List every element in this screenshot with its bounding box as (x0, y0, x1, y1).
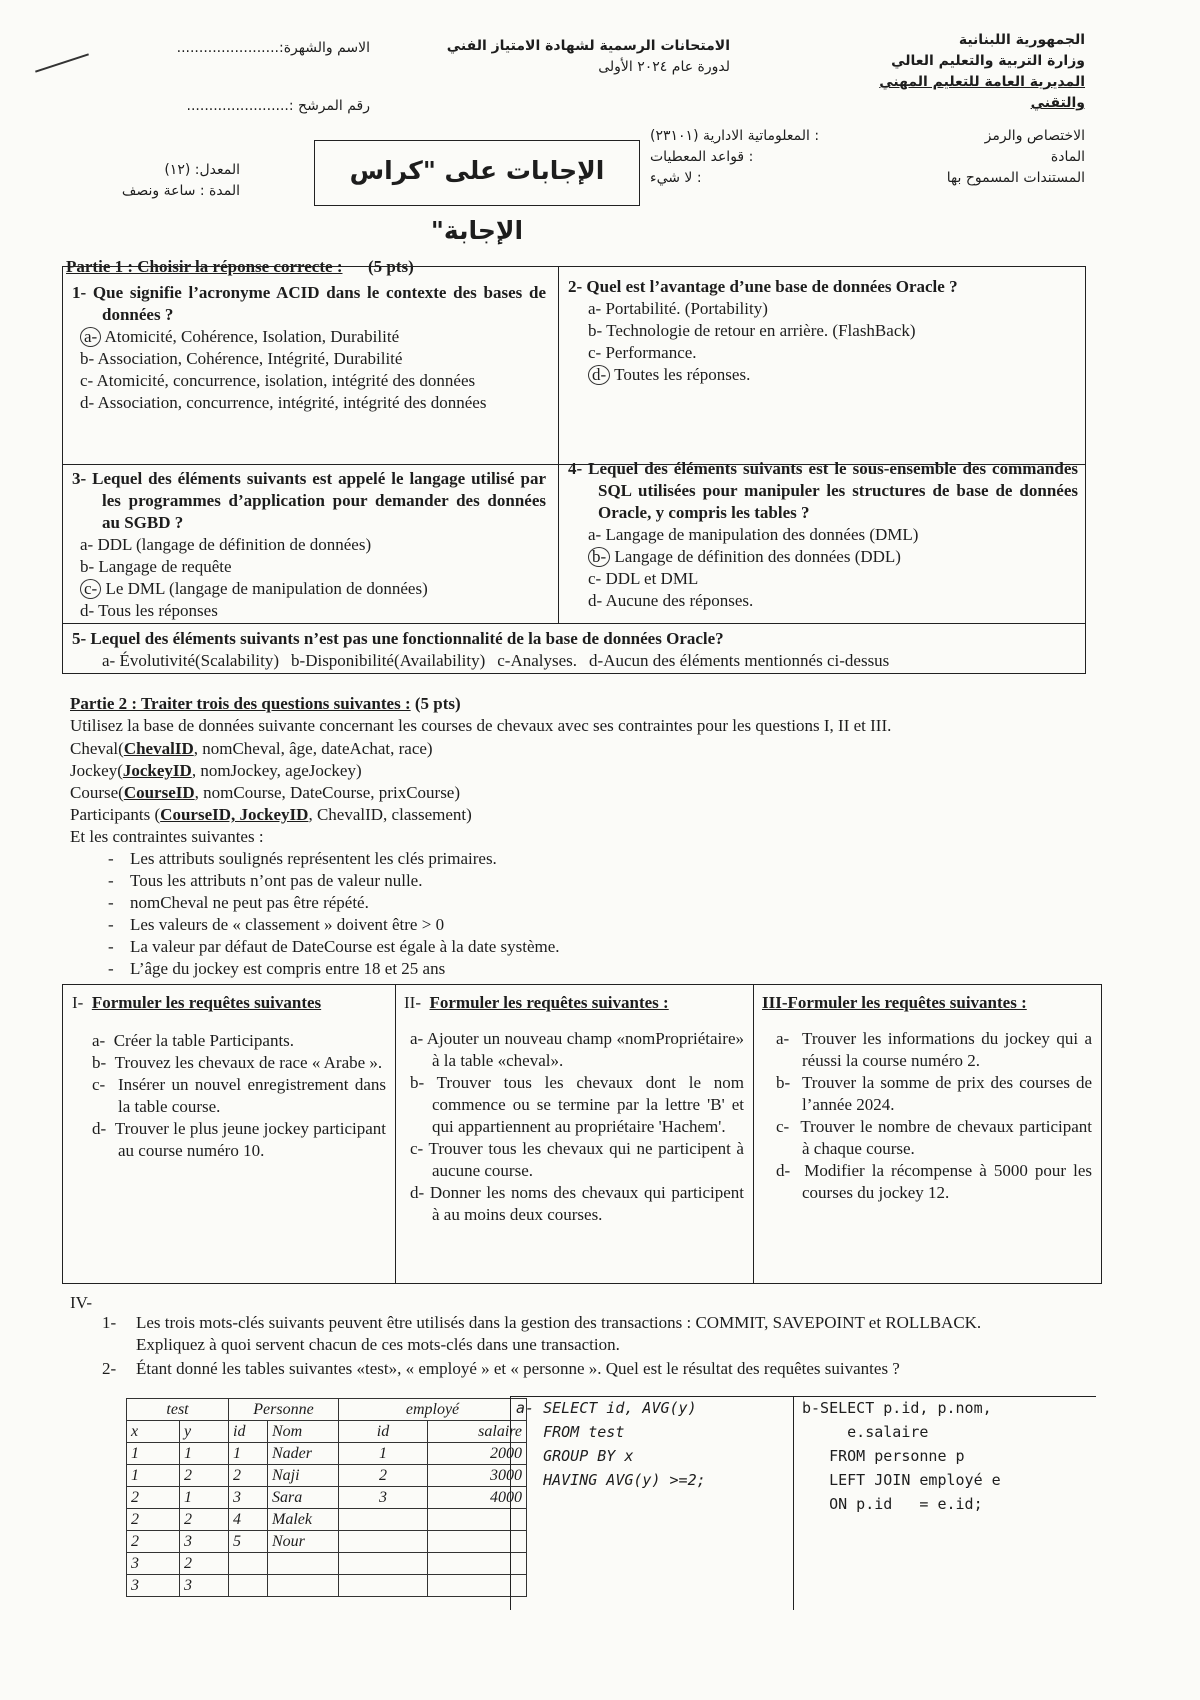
ministry-block: الجمهورية اللبنانية وزارة التربية والتعليم العالي المديرية العامة للتعليم المهني والتقني (879, 32, 1085, 111)
table-cell: 2 (127, 1531, 180, 1553)
table-cell: Nour (268, 1531, 339, 1553)
data-tables: test Personne employé x y id Nom id salaire 1 1 1 Nader 1 2000 1 2 2 Naji 2 3000 2 1 3 Sara 3 4000 2 2 4 Malek 2 3 5 Nour 3 2 3 3 (126, 1398, 527, 1597)
q1-block: 1- Que signifie l’acronyme ACID dans le contexte des bases de données ? a- Atomicité, Cohérence, Isolation, Durabilité b- Association, Cohérence, Intégrité, Durabilité c- Atomicité, concurrence, isolation, intégrité des données d- Association, concurrence, intégrité, intégrité des données (72, 283, 546, 412)
table-cell: 1 (180, 1487, 229, 1509)
table-cell (229, 1553, 268, 1575)
table-cell: 2000 (428, 1443, 527, 1465)
table-cell: 3 (180, 1531, 229, 1553)
table-cell: 1 (339, 1443, 428, 1465)
candidate-number-line: رقم المرشح :....................... (186, 98, 370, 114)
table-cell: 2 (127, 1509, 180, 1531)
table-cell: 3 (127, 1553, 180, 1575)
table-cell: 1 (127, 1465, 180, 1487)
table-cell: 4000 (428, 1487, 527, 1509)
table-cell: 2 (180, 1465, 229, 1487)
q2-block: 2- Quel est l’avantage d’une base de données Oracle ? a- Portabilité. (Portability) b- Technologie de retour en arrière. (FlashBack) c- Performance. d- Toutes les réponses. (568, 277, 958, 384)
table-cell: 3 (339, 1487, 428, 1509)
q5-block: 5- Lequel des éléments suivants n’est pas une fonctionnalité de la base de données Oracle? a- Évolutivité(Scalability) b-Disponibilité(Availability) c-Analyses. d-Aucun des éléments mentionnés ci-dessus (72, 629, 890, 670)
subject-fields: الاختصاص والرمز : المعلوماتية الادارية (٢٣١٠١) المادة : قواعد المعطيات المستندات المسموح بها : لا شيء (650, 128, 1085, 186)
table-cell: Sara (268, 1487, 339, 1509)
table-cell: 3 (180, 1575, 229, 1597)
col-I: I- Formuler les requêtes suivantes a- Créer la table Participants. b- Trouvez les chevaux de race « Arabe ». c- Insérer un nouvel enregistrement dans la table course. d- Trouver le plus jeune jockey participant au course numéro 10. (72, 993, 386, 1160)
table-cell: 1 (229, 1443, 268, 1465)
part4-num: IV- (70, 1293, 93, 1312)
part4-q2: 2- Étant donné les tables suivantes «test», « employé » et « personne ». Quel est le résultat des requêtes suivantes ? (102, 1359, 900, 1378)
part4-q1: 1- Les trois mots-clés suivants peuvent être utilisés dans la gestion des transactions : COMMIT, SAVEPOINT et ROLLBACK. Expliquez à quoi servent chacun de ces mots-clés dans une transaction. (102, 1313, 982, 1354)
table-cell (268, 1553, 339, 1575)
table-cell (229, 1575, 268, 1597)
table-cell: 2 (229, 1465, 268, 1487)
table-cell: 2 (180, 1509, 229, 1531)
table-cell: Naji (268, 1465, 339, 1487)
employe-header: employé (339, 1399, 527, 1421)
query-a: a- SELECT id, AVG(y) FROM test GROUP BY x HAVING AVG(y) >=2; (516, 1399, 706, 1489)
table-cell: 1 (127, 1443, 180, 1465)
table-row (127, 1553, 527, 1575)
table-row (127, 1465, 527, 1487)
pen-stroke (35, 53, 89, 72)
table-cell: 1 (180, 1443, 229, 1465)
table-cell: 3 (127, 1575, 180, 1597)
personne-header: Personne (229, 1399, 339, 1421)
table-cell: 2 (180, 1553, 229, 1575)
table-cell: 3 (229, 1487, 268, 1509)
table-row (127, 1531, 527, 1553)
table-cell: Malek (268, 1509, 339, 1531)
test-header: test (127, 1399, 229, 1421)
part1-title: Partie 1 : Choisir la réponse correcte : (5 pts) (66, 257, 414, 276)
table-cell: 2 (339, 1465, 428, 1487)
table-row (127, 1509, 527, 1531)
table-row (127, 1575, 527, 1597)
table-row (127, 1443, 527, 1465)
col-II: II- Formuler les requêtes suivantes : a- Ajouter un nouveau champ «nomPropriétaire» à la table «cheval». b- Trouver tous les chevaux dont le nom commence ou se termine par la lettre 'B' et qui appartiennent au propriétaire 'Hachem'. c- Trouver tous les chevaux qui ne participent à aucune course. d- Donner les noms des chevaux qui participent à au moins deux courses. (404, 993, 745, 1224)
table-cell: 5 (229, 1531, 268, 1553)
table-cell (268, 1575, 339, 1597)
schema: Cheval(ChevalID, nomCheval, âge, dateAchat, race) Jockey(JockeyID, nomJockey, ageJockey) Course(CourseID, nomCourse, DateCourse, prixCourse) Participants (CourseID, JockeyID, ChevalID, classement) Et les contraintes suivantes : - Les attributs soulignés représentent les clés primaires. - Tous les attributs n’ont pas de valeur nulle. - nomCheval ne peut pas être répété. - Les valeurs de « classement » doivent être > 0 - La valeur par défaut de DateCourse est égale à la date système. - L’âge du jockey est compris entre 18 et 25 ans (70, 738, 870, 980)
exam-meta: المعدل: (١٢) المدة : ساعة ونصف (121, 162, 240, 199)
q4-block: 4- Lequel des éléments suivants est le sous-ensemble des commandes SQL utilisées pour manipuler les structures de base de données Oracle, y compris les tables ? a- Langage de manipulation des données (DML) b- Langage de définition des données (DDL) c- DDL et DML d- Aucune des réponses. (568, 459, 1078, 610)
table-cell (339, 1509, 428, 1531)
query-b: b-SELECT p.id, p.nom, e.salaire FROM personne p LEFT JOIN employé e ON p.id = e.id; (802, 1399, 1001, 1513)
candidate-name-line: الاسم والشهرة:....................... (176, 40, 370, 56)
exam-title: الامتحانات الرسمية لشهادة الامتياز الفني لدورة عام ٢٠٢٤ الأولى (446, 38, 730, 75)
part2-title: Partie 2 : Traiter trois des questions suivantes : (5 pts) (70, 694, 461, 713)
table-cell (339, 1575, 428, 1597)
col-III: III-Formuler les requêtes suivantes : a- Trouver les informations du jockey qui a réussi la course numéro 2. b- Trouver la somme de prix des courses de l’année 2024. c- Trouver le nombre de chevaux participant à chaque course. d- Modifier la récompense à 5000 pour les courses du jockey 12. (762, 993, 1093, 1202)
table-cell: Nader (268, 1443, 339, 1465)
answers-notice-box: الإجابات على "كراس الإجابة" (314, 140, 640, 206)
table-cell: 2 (127, 1487, 180, 1509)
table-cell (339, 1531, 428, 1553)
q3-block: 3- Lequel des éléments suivants est appelé le langage utilisé par les programmes d’application pour demander des données au SGBD ? a- DDL (langage de définition de données) b- Langage de requête c- Le DML (langage de manipulation de données) d- Tous les réponses (72, 469, 546, 620)
part2-intro: Utilisez la base de données suivante concernant les courses de chevaux avec ses contraintes pour les questions I, II et III. (70, 716, 892, 735)
table-cell: 4 (229, 1509, 268, 1531)
table-cell (339, 1553, 428, 1575)
table-cell: 3000 (428, 1465, 527, 1487)
table-row (127, 1487, 527, 1509)
